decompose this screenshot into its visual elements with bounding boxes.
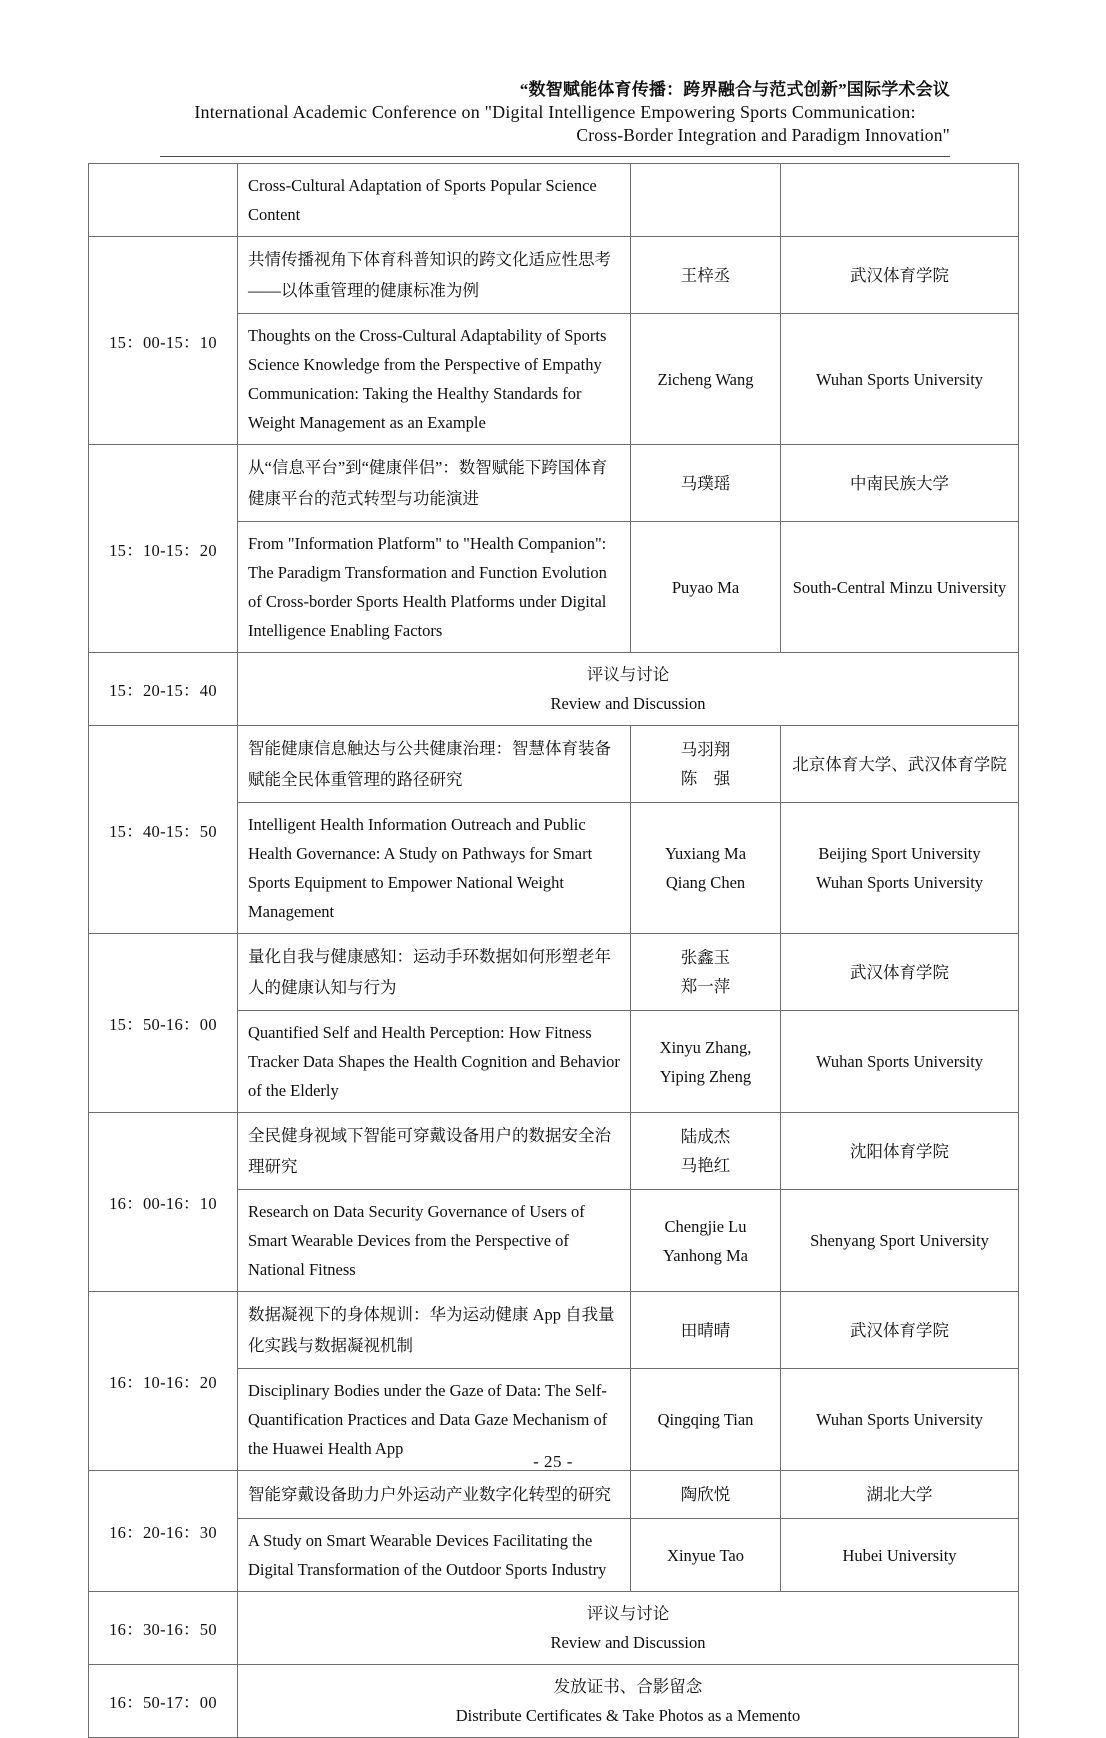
author-name-chinese: 田晴晴 xyxy=(680,1320,731,1340)
time-label: 16：10-16：20 xyxy=(109,1373,217,1392)
paper-title-english: Intelligent Health Information Outreach and Public Health Governance: A Study on Pathways for Smart Sports Equipment to Empower National Weight Management xyxy=(248,815,593,921)
author-name-chinese: 马璞瑶 xyxy=(680,473,731,493)
organization-cell xyxy=(781,1113,1019,1190)
time-label: 15：50-16：00 xyxy=(109,1015,217,1034)
paper-title-chinese: 全民健身视域下智能可穿戴设备用户的数据安全治理研究 xyxy=(248,1126,611,1176)
organization-name-english: Hubei University xyxy=(842,1545,957,1565)
author-name-chinese: 陆成杰 马艳红 xyxy=(680,1127,731,1175)
author-name-chinese: 张鑫玉 郑一萍 xyxy=(680,948,731,996)
author-name-english: Yuxiang Ma Qiang Chen xyxy=(664,844,747,892)
time-cell xyxy=(89,445,238,653)
organization-cell xyxy=(781,1471,1019,1519)
paper-title-english: Quantified Self and Health Perception: How Fitness Tracker Data Shapes the Health Cognition and Behavior of the Elderly xyxy=(248,1023,620,1100)
organization-name-english: South-Central Minzu University xyxy=(792,577,1007,597)
time-label: 15：40-15：50 xyxy=(109,821,217,841)
table-row xyxy=(89,1665,1019,1738)
activity-label-english: Review and Discussion xyxy=(550,694,706,713)
table-row xyxy=(89,445,1019,522)
paper-title-english: A Study on Smart Wearable Devices Facilitating the Digital Transformation of the Outdoor Sports Industry xyxy=(248,1531,607,1579)
author-name-english: Puyao Ma xyxy=(671,577,740,597)
time-cell xyxy=(89,1665,238,1738)
time-cell xyxy=(89,726,238,934)
session-activity-cell xyxy=(238,1592,1019,1665)
author-cell xyxy=(631,934,781,1011)
session-activity-cell xyxy=(238,1665,1019,1738)
time-label xyxy=(89,191,237,209)
author-cell xyxy=(631,1292,781,1369)
organization-name-english: Wuhan Sports University xyxy=(815,1410,984,1429)
time-cell xyxy=(89,237,238,445)
organization-name-chinese: 沈阳体育学院 xyxy=(850,1141,949,1161)
organization-name-chinese: 武汉体育学院 xyxy=(850,1320,949,1340)
time-label: 15：00-15：10 xyxy=(109,332,217,352)
page-number: - 25 - xyxy=(533,1452,573,1471)
title-cell xyxy=(238,803,631,934)
author-cell xyxy=(631,1011,781,1113)
conference-schedule-table xyxy=(88,163,1019,1738)
header-divider-rule xyxy=(160,156,950,157)
organization-cell xyxy=(781,237,1019,314)
organization-name-chinese: 中南民族大学 xyxy=(850,473,949,493)
organization-cell xyxy=(781,1190,1019,1292)
author-name-chinese: 王梓丞 xyxy=(680,265,731,285)
author-cell xyxy=(631,237,781,314)
time-label: 16：50-17：00 xyxy=(109,1693,217,1712)
time-label: 16：20-16：30 xyxy=(109,1523,217,1542)
table-row xyxy=(89,1292,1019,1369)
table-row xyxy=(89,1592,1019,1665)
time-cell xyxy=(89,1292,238,1471)
author-cell xyxy=(631,1190,781,1292)
table-row xyxy=(89,653,1019,726)
title-cell xyxy=(238,1292,631,1369)
title-cell xyxy=(238,726,631,803)
author-cell xyxy=(631,1519,781,1592)
author-cell xyxy=(631,1471,781,1519)
paper-title-english: Disciplinary Bodies under the Gaze of Data: The Self-Quantification Practices and Data Gaze Mechanism of the Huawei Health App xyxy=(248,1381,608,1458)
title-cell xyxy=(238,1011,631,1113)
table-row xyxy=(89,164,1019,237)
title-cell xyxy=(238,934,631,1011)
paper-title-english: Thoughts on the Cross-Cultural Adaptability of Sports Science Knowledge from the Perspective of Empathy Communication: Taking the Healthy Standards for Weight Management as an Example xyxy=(248,326,607,432)
table-row xyxy=(89,1471,1019,1519)
organization-name-english: Shenyang Sport University xyxy=(810,1231,989,1250)
author-name-chinese: 马羽翔 陈 强 xyxy=(680,740,731,788)
organization-name-english: Wuhan Sports University xyxy=(815,1052,984,1071)
organization-cell xyxy=(781,314,1019,445)
author-cell xyxy=(631,164,781,237)
paper-title-chinese: 智能穿戴设备助力户外运动产业数字化转型的研究 xyxy=(248,1485,611,1504)
table-row xyxy=(89,237,1019,314)
author-cell xyxy=(631,726,781,803)
paper-title-english: Cross-Cultural Adaptation of Sports Popular Science Content xyxy=(248,176,597,224)
title-cell xyxy=(238,445,631,522)
author-name-chinese: 陶欣悦 xyxy=(680,1485,731,1504)
time-label: 16：30-16：50 xyxy=(109,1620,217,1639)
organization-name-english: Beijing Sport University Wuhan Sports University xyxy=(815,844,984,892)
time-label: 16：00-16：10 xyxy=(109,1194,217,1213)
organization-name-chinese: 武汉体育学院 xyxy=(850,265,949,285)
activity-label-chinese: 评议与讨论 xyxy=(586,1604,670,1623)
table-row xyxy=(89,1113,1019,1190)
session-activity-cell xyxy=(238,653,1019,726)
author-cell xyxy=(631,445,781,522)
organization-name-chinese: 武汉体育学院 xyxy=(850,962,949,982)
time-cell xyxy=(89,934,238,1113)
organization-cell xyxy=(781,445,1019,522)
organization-cell xyxy=(781,522,1019,653)
author-name-english: Qingqing Tian xyxy=(657,1410,754,1429)
title-cell xyxy=(238,1519,631,1592)
table-row xyxy=(89,726,1019,803)
organization-name-chinese: 湖北大学 xyxy=(866,1485,933,1504)
organization-name xyxy=(781,191,1018,209)
organization-cell xyxy=(781,1292,1019,1369)
organization-name-english: Wuhan Sports University xyxy=(815,369,984,389)
title-cell xyxy=(238,1190,631,1292)
organization-cell xyxy=(781,726,1019,803)
author-name-english: Xinyu Zhang, Yiping Zheng xyxy=(659,1037,752,1086)
title-cell xyxy=(238,1113,631,1190)
conference-title-english-line2: Cross-Border Integration and Paradigm Innovation" xyxy=(576,125,950,145)
organization-cell xyxy=(781,934,1019,1011)
time-cell xyxy=(89,1592,238,1665)
organization-cell xyxy=(781,164,1019,237)
author-cell xyxy=(631,803,781,934)
author-name-english: Xinyue Tao xyxy=(667,1545,744,1565)
paper-title-english: Research on Data Security Governance of Users of Smart Wearable Devices from the Perspective of National Fitness xyxy=(248,1202,585,1279)
activity-label-chinese: 评议与讨论 xyxy=(586,665,670,684)
table-row xyxy=(89,934,1019,1011)
schedule-table-body xyxy=(89,164,1019,1738)
author-cell xyxy=(631,314,781,445)
conference-title-chinese: “数智赋能体育传播：跨界融合与范式创新”国际学术会议 xyxy=(519,80,950,99)
activity-label-chinese: 发放证书、合影留念 xyxy=(553,1677,703,1696)
title-cell xyxy=(238,1471,631,1519)
author-cell xyxy=(631,522,781,653)
paper-title-chinese: 量化自我与健康感知：运动手环数据如何形塑老年人的健康认知与行为 xyxy=(248,947,611,997)
organization-cell xyxy=(781,1011,1019,1113)
time-label: 15：20-15：40 xyxy=(109,681,217,700)
time-cell xyxy=(89,1113,238,1292)
title-cell xyxy=(238,522,631,653)
organization-cell xyxy=(781,803,1019,934)
paper-title-chinese: 智能健康信息触达与公共健康治理：智慧体育装备赋能全民体重管理的路径研究 xyxy=(248,739,611,789)
title-cell xyxy=(238,164,631,237)
activity-label-english: Review and Discussion xyxy=(550,1633,706,1652)
conference-title-english-line1: International Academic Conference on "Digital Intelligence Empowering Sports Communication: xyxy=(194,102,916,122)
paper-title-english: From "Information Platform" to "Health Companion": The Paradigm Transformation and Function Evolution of Cross-border Sports Health Platforms under Digital Intelligence Enabling Factors xyxy=(248,534,607,640)
organization-name-chinese: 北京体育大学、武汉体育学院 xyxy=(792,754,1007,774)
time-cell xyxy=(89,1471,238,1592)
author-name-english: Zicheng Wang xyxy=(657,369,754,389)
author-cell xyxy=(631,1113,781,1190)
time-cell xyxy=(89,653,238,726)
author-name xyxy=(631,191,780,209)
title-cell xyxy=(238,237,631,314)
paper-title-chinese: 从“信息平台”到“健康伴侣”：数智赋能下跨国体育健康平台的范式转型与功能演进 xyxy=(248,458,608,508)
paper-title-chinese: 数据凝视下的身体规训：华为运动健康 App 自我量化实践与数据凝视机制 xyxy=(248,1305,615,1355)
page-header xyxy=(160,78,950,147)
time-cell xyxy=(89,164,238,237)
organization-cell xyxy=(781,1519,1019,1592)
author-name-english: Chengjie Lu Yanhong Ma xyxy=(663,1216,748,1265)
time-label: 15：10-15：20 xyxy=(109,540,217,560)
paper-title-chinese: 共情传播视角下体育科普知识的跨文化适应性思考——以体重管理的健康标准为例 xyxy=(248,250,611,300)
title-cell xyxy=(238,314,631,445)
activity-label-english: Distribute Certificates & Take Photos as a Memento xyxy=(455,1706,801,1725)
